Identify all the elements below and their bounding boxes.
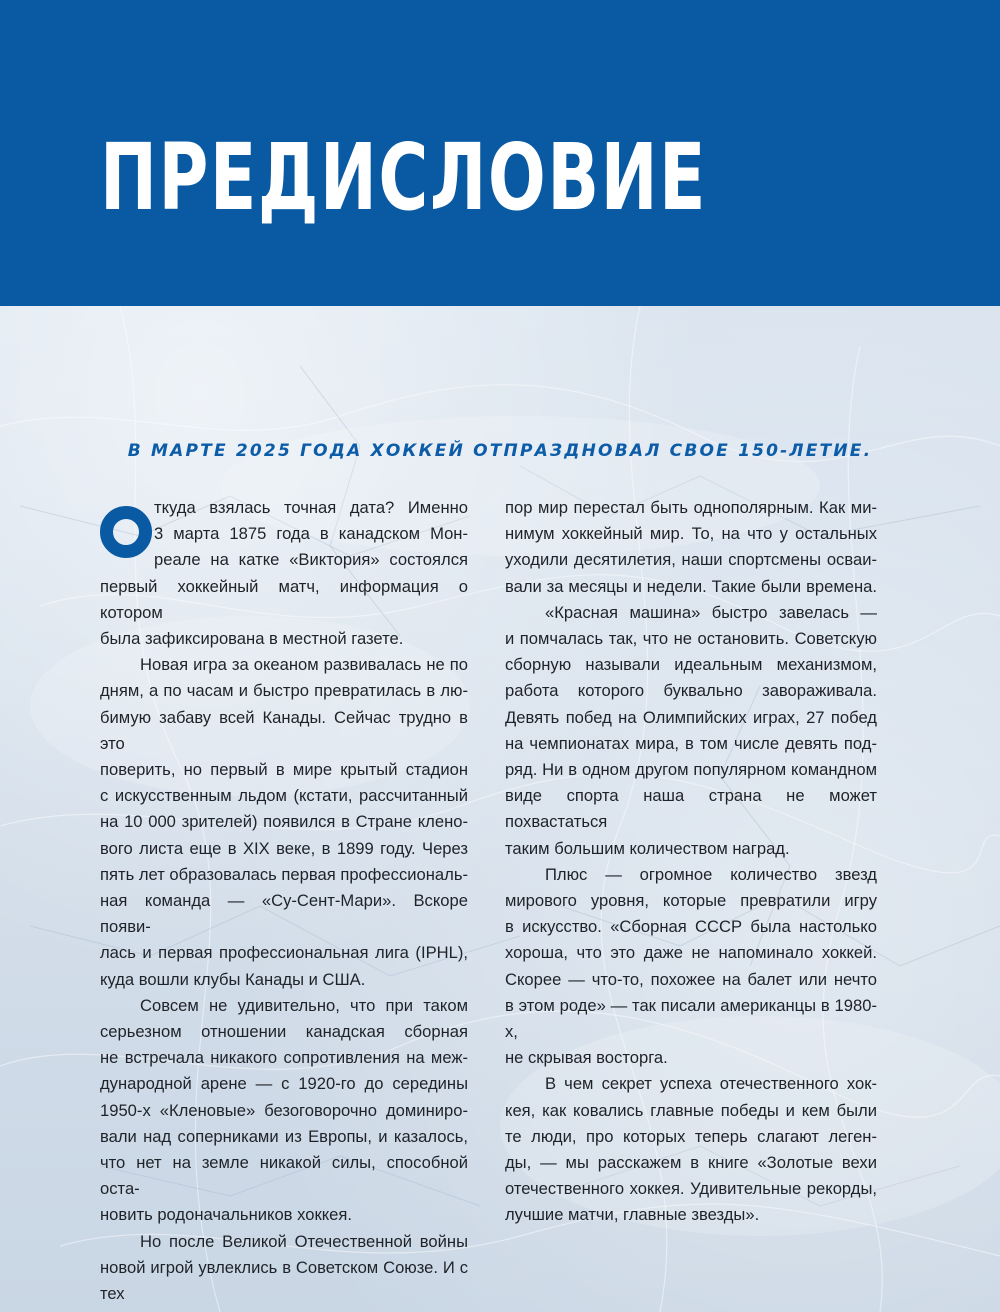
- text-line: ная команда — «Су-Сент-Мари». Вскоре появи-: [100, 891, 468, 937]
- text-line: мирового уровня, которые превратили игру: [505, 891, 877, 911]
- right-column: [505, 495, 877, 1229]
- text-line: не скрывая восторга.: [505, 1048, 668, 1068]
- page-title: ПРЕДИСЛОВИЕ: [100, 124, 708, 231]
- text-line: те люди, про которых теперь слагают леген-: [505, 1126, 877, 1146]
- text-line: уходили десятилетия, наши спортсмены осваи-: [505, 550, 877, 570]
- text-line: была зафиксирована в местной газете.: [100, 629, 404, 649]
- text-line: Совсем не удивительно, что при таком: [140, 995, 468, 1015]
- text-line: что нет на земле никакой силы, способной оста-: [100, 1153, 468, 1199]
- text-line: на чемпионатах мира, в том числе девять под-: [505, 733, 877, 753]
- text-line: В чем секрет успеха отечественного хок-: [545, 1074, 877, 1094]
- left-column: [100, 495, 468, 1307]
- text-line: новой игрой увлеклись в Советском Союзе. И с тех: [100, 1257, 468, 1304]
- text-line: поверить, но первый в мире крытый стадион: [100, 760, 468, 780]
- text-line: вали над соперниками из Европы, и казалось,: [100, 1126, 468, 1146]
- text-line: ды, — мы расскажем в книге «Золотые вехи: [505, 1153, 877, 1173]
- text-line: бимую забаву всей Канады. Сейчас трудно в это: [100, 707, 468, 753]
- text-line: лучшие матчи, главные звезды».: [505, 1205, 760, 1225]
- text-line: отечественного хоккея. Удивительные рекорды,: [505, 1179, 877, 1199]
- text-line: не встречала никакого сопротивления на меж-: [100, 1048, 468, 1068]
- text-line: реале на катке «Виктория» состоялся: [154, 550, 468, 570]
- text-line: в этом роде» — так писали американцы в 1980-х,: [505, 995, 877, 1042]
- text-line: вого листа еще в XIX веке, в 1899 году. Через: [100, 838, 468, 858]
- text-line: пять лет образовалась первая профессиональ-: [100, 864, 468, 884]
- text-line: дународной арене — с 1920-го до середины: [100, 1074, 468, 1094]
- text-line: Скорее — что-то, похожее на балет или нечто: [505, 969, 877, 989]
- text-line: новить родоначальников хоккея.: [100, 1205, 352, 1225]
- text-line: Новая игра за океаном развивалась не по: [140, 655, 468, 675]
- text-line: дням, а по часам и быстро превратилась в лю-: [100, 681, 468, 701]
- text-line: работа которого буквально завораживала.: [505, 681, 877, 701]
- text-line: в искусство. «Сборная СССР была настолько: [505, 917, 877, 937]
- text-line: на 10 000 зрителей) появился в Стране клено-: [100, 812, 468, 832]
- text-line: с искусственным льдом (кстати, рассчитанный: [100, 786, 468, 806]
- text-line: серьезном отношении канадская сборная: [100, 1022, 468, 1042]
- text-line: сборную называли идеальным механизмом,: [505, 655, 877, 675]
- text-line: куда вошли клубы Канады и США.: [100, 969, 366, 989]
- text-line: пор мир перестал быть однополярным. Как ми-: [505, 498, 877, 517]
- text-line: лась и первая профессиональная лига (IPHL),: [100, 943, 468, 963]
- text-line: и помчалась так, что не остановить. Советскую: [505, 629, 877, 649]
- text-line: вали за месяцы и недели. Такие были времена.: [505, 576, 877, 596]
- text-line: первый хоккейный матч, информация о котором: [100, 576, 468, 622]
- text-line: Девять побед на Олимпийских играх, 27 побед: [505, 707, 877, 727]
- text-line: 1950-х «Кленовые» безоговорочно доминиро-: [100, 1100, 468, 1120]
- text-line: ткуда взялась точная дата? Именно: [154, 498, 468, 517]
- text-line: хороша, что это даже не напоминало хоккей.: [505, 943, 877, 963]
- text-line: кея, как ковались главные победы и кем были: [505, 1100, 877, 1120]
- text-line: Но после Великой Отечественной войны: [140, 1231, 468, 1251]
- text-line: Плюс — огромное количество звезд: [545, 864, 877, 884]
- header-band: [0, 0, 1000, 306]
- text-line: нимум хоккейный мир. То, на что у остальных: [505, 524, 877, 544]
- text-line: таким большим количеством наград.: [505, 838, 790, 858]
- lead-subtitle: В МАРТЕ 2025 ГОДА ХОККЕЙ ОТПРАЗДНОВАЛ СВОЕ 150-ЛЕТИЕ.: [127, 441, 873, 461]
- text-line: 3 марта 1875 года в канадском Мон-: [154, 524, 468, 544]
- text-line: виде спорта наша страна не может похвастаться: [505, 786, 877, 832]
- text-line: ряд. Ни в одном другом популярном командном: [505, 760, 877, 780]
- text-line: «Красная машина» быстро завелась —: [545, 602, 877, 622]
